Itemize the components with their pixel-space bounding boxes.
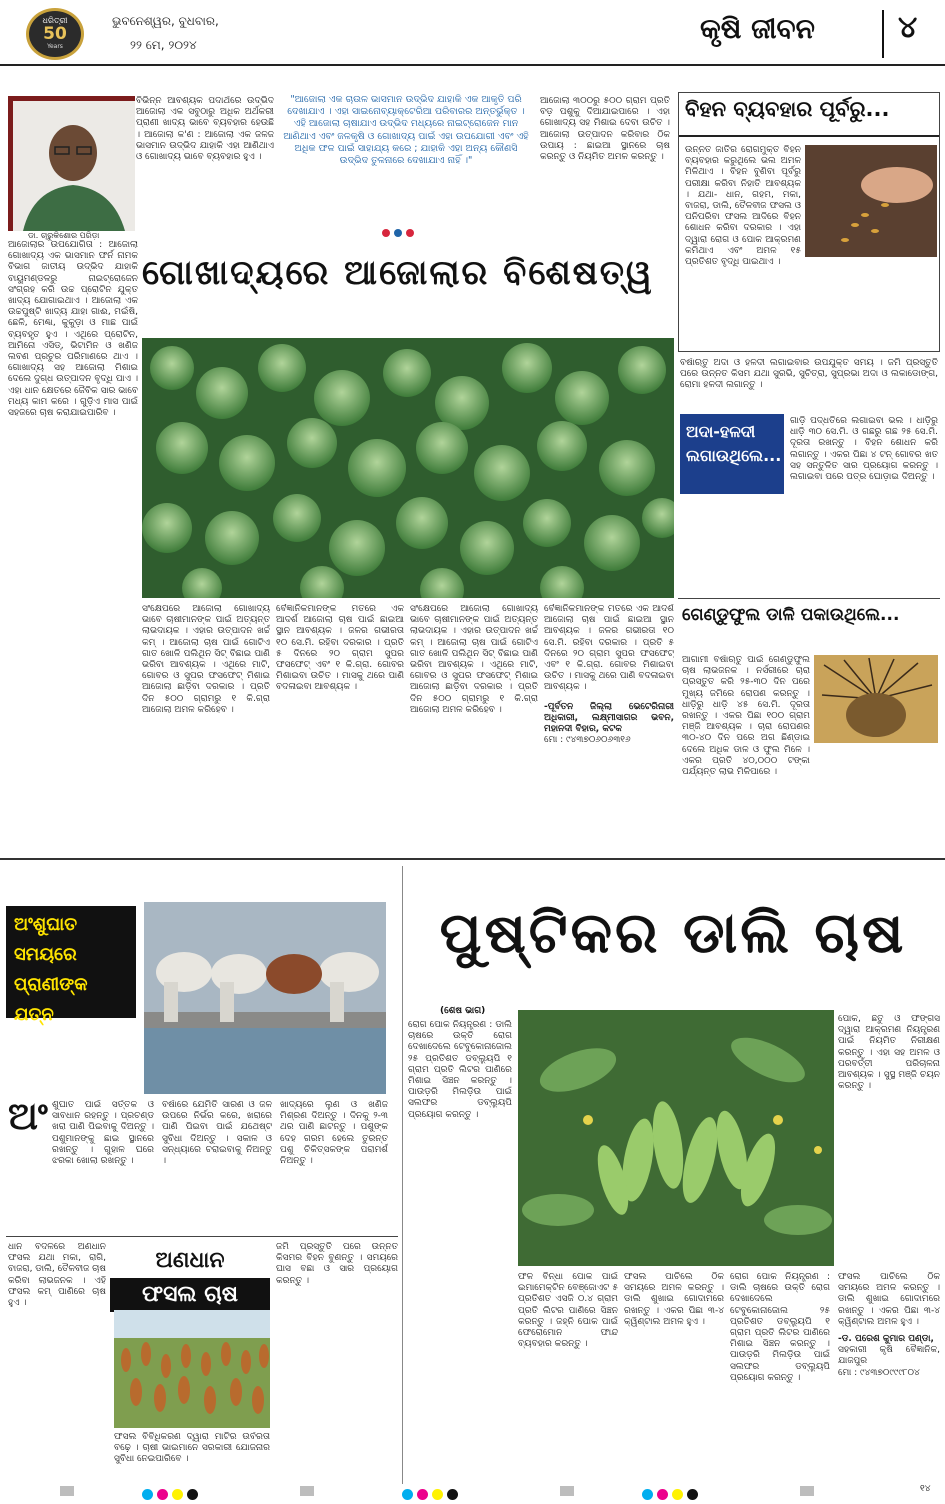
pulses-column-5-text: ଫସଲ ପାଚିଲେ ଠିକ ସମୟରେ ଅମଳ କରନ୍ତୁ । ଡାଲି ଶୁଖାଇ ଗୋଦାମରେ ରଖନ୍ତୁ । ଏକର ପିଛା ୩-୪ କ୍ୱିଣ୍ଟାଲ ଅମଳ ହୁଏ । bbox=[838, 1272, 940, 1327]
masthead bbox=[0, 0, 945, 70]
azolla-column-1: ଆଜୋଲାର ଉପଯୋଗିତା : ଆଜୋଲା ଗୋଖାଦ୍ୟ ଏକ ଭାସମାନ ଫର୍ନ ନାମକ ବିଭାଗ ଜାତୀୟ ଉଦ୍ଭିଦ ଯାହାକି ବାୟୁମଣ୍ଡଳରୁ ନାଇଟ୍ରୋଜେନ ସଂଗ୍ରହ କରି ଉଚ୍ଚ ପ୍ରୋଟିନ ଯୁକ୍ତ ଖାଦ୍ୟ ଯୋଗାଇଥାଏ । ଆଜୋଲା ଏକ ଉଚ୍ଚପୁଷ୍ଟି ଖାଦ୍ୟ ଯାହା ଗାଈ, ମଇଁଷି, ଛେଳି, ମେଣ୍ଢା, କୁକୁଡ଼ା ଓ ମାଛ ପାଇଁ ବ୍ୟବହୃତ ହୁଏ । ଏଥିରେ ପ୍ରୋଟିନ, ଆମିନୋ ଏସିଡ୍, ଭିଟାମିନ ଓ ଖଣିଜ ଲବଣ ପ୍ରଚୁର ପରିମାଣରେ ଥାଏ । ଗୋଖାଦ୍ୟ ସହ ଆଜୋଲା ମିଶାଇ ଦେଲେ ଦୁଗ୍ଧ ଉତ୍ପାଦନ ବୃଦ୍ଧି ପାଏ । ଏହା ଧାନ କ୍ଷେତରେ ଜୈବିକ ସାର ଭାବେ ମଧ୍ୟ କାମ କରେ । ଗୁଡ଼ିଏ ମାସ ପାଇଁ ସହଜରେ ଚାଷ କରାଯାଇପାରିବ । bbox=[8, 240, 138, 419]
heat-headline-box bbox=[6, 906, 136, 1025]
pulses-column-2: ଫଳ ବିନ୍ଧା ପୋକ ପାଇଁ ଇମାମେକ୍ଟିନ ବେଞ୍ଜୋଏଟ ୫ ପ୍ରତିଶତ ଏସଜି ୦.୪ ଗ୍ରାମ ପ୍ରତି ଲିଟର ପାଣିରେ ସିଞ୍ଚନ କରନ୍ତୁ । ଜହ୍ନି ପୋକ ପାଇଁ ଫେରୋମୋନ ଫାନ୍ଦ ବ୍ୟବହାର କରନ୍ତୁ । bbox=[518, 1272, 618, 1350]
azolla-column-5-text: ବୈଜ୍ଞାନିକମାନଙ୍କ ମତରେ ଏକ ଆଦର୍ଶ ଆଜୋଲା ଚାଷ ପାଇଁ ଛାଇଆ ସ୍ଥାନ ଆବଶ୍ୟକ । ଜଳର ଗଭୀରତା ୧୦ ସେ.ମି. ରହିବା ଦରକାର । ପ୍ରତି ୫ ଦିନରେ ୨୦ ଗ୍ରାମ ସୁପର ଫସଫେଟ୍ ଏବଂ ୧ କି.ଗ୍ରା. ଗୋବର ମିଶାଇବା ଉଚିତ । ମାସକୁ ଥରେ ପାଣି ବଦଳାଇବା ଆବଶ୍ୟକ । bbox=[544, 604, 674, 693]
pulses-phone: ମୋ : ୯୪୩୭୦୯୯୯୮୦୪ bbox=[838, 1367, 920, 1378]
pulses-byline-sub: ସହକାରୀ କୃଷି ବୈଜ୍ଞାନିକ, ଯାଜପୁର bbox=[838, 1345, 940, 1367]
masthead-date: ୨୨ ମେ, ୨୦୨୪ bbox=[130, 38, 197, 52]
quote-ornament bbox=[380, 222, 416, 241]
azolla-plant-icon bbox=[142, 338, 674, 598]
cmyk-dots-left bbox=[140, 1485, 200, 1504]
pea-pods-icon bbox=[518, 1010, 834, 1266]
pulses-side-column: ପୋକ, ଛତୁ ଓ ଫଙ୍ଗସ ଦ୍ୱାରା ଆକ୍ରମଣ ନିୟନ୍ତ୍ରଣ ପାଇଁ ନିୟମିତ ନିରୀକ୍ଷଣ କରନ୍ତୁ । ଏହା ସହ ଅମଳ ଓ ପରବର୍ତ୍ତୀ ପରିଚାଳନା ଆବଶ୍ୟକ । ସୁସ୍ଥ ମଞ୍ଜି ଚୟନ କରନ୍ତୁ । bbox=[838, 1014, 940, 1092]
millet-column-3: ଜମି ପ୍ରସ୍ତୁତି ପରେ ଉନ୍ନତ କିସମର ବିହନ ବୁଣନ୍ତୁ । ସମୟରେ ଘାସ ବଛା ଓ ସାର ପ୍ରୟୋଗ କରନ୍ତୁ । bbox=[276, 1242, 398, 1286]
cyan-dot-2 bbox=[402, 1489, 413, 1500]
heat-column-2: ବର୍ଷାରେ ଯେମିତି ସାରଣ ଓ ଜଳ ଉପରେ ନିର୍ଭର କରେ, ଖରାରେ ପାଣି ପିଇବା ପାଇଁ ଯଥେଷ୍ଟ ସୁବିଧା ଦିଅନ୍ତୁ । ସକାଳ ଓ ସନ୍ଧ୍ୟାରେ ଚରାଇବାକୁ ନିଅନ୍ତୁ । bbox=[162, 1100, 272, 1167]
millet-headline-line-1: ଅଣଧାନ bbox=[155, 1248, 225, 1273]
pulses-column-1: ରୋଗ ପୋକ ନିୟନ୍ତ୍ରଣ : ଡାଲି ଚାଷରେ ଉକ୍ତି ରୋଗ ଦେଖାଦେଲେ ଟେବୁକୋନାଜୋଲ ୨୫ ପ୍ରତିଶତ ଡବ୍ଲ୍ୟୁପି ୧ ଗ୍ରାମ ପ୍ରତି ଲିଟର ପାଣିରେ ମିଶାଇ ସିଞ୍ଚନ କରନ୍ତୁ । ପାଉଡ଼ରି ମିଲଡ଼ିଉ ପାଇଁ ସଲଫର ଡବ୍ଲ୍ୟୁପି ପ୍ରୟୋଗ କରନ୍ତୁ । bbox=[408, 1020, 512, 1120]
seeds-box bbox=[678, 92, 940, 352]
azolla-right-column: ଆଜୋଲା ୩୦୦ରୁ ୫୦୦ ଗ୍ରାମ ପ୍ରତି ବଡ଼ ପଶୁକୁ ଦିଆଯାଇପାରେ । ଏହା ଗୋଖାଦ୍ୟ ସହ ମିଶାଇ ଦେବା ଉଚିତ । ଆଜୋଲା ଉତ୍ପାଦନ କରିବାର ଠିକ ଉପାୟ : ଛାଇଆ ସ୍ଥାନରେ ଚାଷ କରନ୍ତୁ ଓ ନିୟମିତ ଅମଳ କରନ୍ତୁ । bbox=[540, 96, 670, 163]
millet-photo bbox=[114, 1310, 270, 1428]
heat-column-1: ଶୁଘାତ ପାଇଁ ସର୍ତ୍ତକ ଓ ସାବଧାନ ରହନ୍ତୁ । ପ୍ରଚଣ୍ଡ ଖରା ପାଣି ପିଇବାକୁ ଦିଅନ୍ତୁ । ପଶୁମାନଙ୍କୁ ଛାଇ ସ୍ଥାନରେ ରଖନ୍ତୁ । ଗୁହାଳ ଘରେ ଝରକା ଖୋଲା ରଖନ୍ତୁ । bbox=[52, 1100, 154, 1167]
pulses-byline: -ଡ. ପରେଶ କୁମାର ପଣ୍ଡା, bbox=[838, 1334, 934, 1345]
magenta-dot-3 bbox=[657, 1489, 668, 1500]
seeds-rule bbox=[679, 135, 939, 137]
marigold-box bbox=[678, 598, 940, 853]
author-photo bbox=[8, 96, 135, 231]
registration-mark-4 bbox=[800, 1486, 814, 1496]
section-title: କୃଷି ଜୀବନ bbox=[700, 12, 815, 45]
seeds-body: ଉନ୍ନତ ଜାତିର ରୋଗମୁକ୍ତ ବିହନ ବ୍ୟବହାର କରୁଥିଲେ ଭଲ ଅମଳ ମିଳିଥାଏ । ବିହନ ବୁଣିବା ପୂର୍ବରୁ ପରୀକ୍ଷା କରିବା ନିହାତି ଆବଶ୍ୟକ । ଯଥା- ଧାନ, ଗହମ, ମକା, ବାଜରା, ଡାଲି, ତୈଳବୀଜ ଫସଲ ଓ ପନିପରିବା ଫସଲ ଆଦିରେ ବିହନ ଶୋଧନ କରିବା ଦରକାର । ଏହା ଦ୍ୱାରା ରୋଗ ଓ ପୋକ ଆକ୍ରମଣ କମିଥାଏ ଏବଂ ଅମଳ ୧୫ ପ୍ରତିଶତ ବୃଦ୍ଧି ପାଇଥାଏ । bbox=[685, 145, 801, 268]
author-portrait-icon bbox=[13, 101, 135, 231]
marigold-photo bbox=[814, 655, 938, 743]
ginger-body: ଗାଡ଼ି ପଦ୍ଧତିରେ ଲଗାଇବା ଭଲ । ଧାଡ଼ିରୁ ଧାଡ଼ି ୩୦ ସେ.ମି. ଓ ଗଛରୁ ଗଛ ୨୫ ସେ.ମି. ଦୂରତା ରଖନ୍ତୁ । ବିହନ ଶୋଧନ କରି ଲଗାନ୍ତୁ । ଏକର ପିଛା ୪ ଟନ୍ ଗୋବର ଖତ ସହ ସନ୍ତୁଳିତ ସାର ପ୍ରୟୋଗ କରନ୍ତୁ । ଲଗାଇବା ପରେ ପତ୍ର ଘୋଡ଼ାଇ ଦିଅନ୍ତୁ । bbox=[790, 416, 938, 483]
section-divider bbox=[882, 10, 884, 58]
pulses-column-3: ଫସଲ ପାଚିଲେ ଠିକ ସମୟରେ ଅମଳ କରନ୍ତୁ । ଡାଲି ଶୁଖାଇ ଗୋଦାମରେ ରଖନ୍ତୁ । ଏକର ପିଛା ୩-୪ କ୍ୱିଣ୍ଟାଲ ଅମଳ ହୁଏ । bbox=[624, 1272, 724, 1327]
azolla-column-4 bbox=[410, 604, 538, 852]
azolla-column-5 bbox=[544, 604, 674, 852]
azolla-column-2: ସଂକ୍ଷେପରେ ଆଜୋଲା ଗୋଖାଦ୍ୟ ଭାବେ ଚାଷୀମାନଙ୍କ ପାଇଁ ଅତ୍ୟନ୍ତ ଲାଭଦାୟକ । ଏହାର ଉତ୍ପାଦନ ଖର୍ଚ୍ଚ କମ୍ । ଆଜୋଲା ଚାଷ ପାଇଁ ଗୋଟିଏ ଗାତ ଖୋଳି ପଲିଥିନ ସିଟ୍ ବିଛାଇ ପାଣି ଭରିବା ଆବଶ୍ୟକ । ଏଥିରେ ମାଟି, ଗୋବର ଓ ସୁପର ଫସଫେଟ୍ ମିଶାଇ ଆଜୋଲା ଛାଡ଼ିବା ଦରକାର । ପ୍ରତି ଦିନ ୫୦୦ ଗ୍ରାମରୁ ୧ କି.ଗ୍ରା ଆଜୋଲା ଅମଳ କରିହେବ । bbox=[142, 604, 270, 715]
pulses-photo bbox=[518, 1010, 834, 1266]
cmyk-dots-right bbox=[640, 1485, 700, 1504]
seeds-photo bbox=[805, 145, 937, 257]
registration-mark-1 bbox=[60, 1486, 74, 1496]
millet-top-rule bbox=[6, 1236, 398, 1237]
registration-mark-3 bbox=[560, 1486, 574, 1496]
azolla-phone: ମୋ : ୯୪୩୭୦୬୦୬୩୧୬ bbox=[544, 735, 631, 746]
ginger-intro: ବର୍ଷାଋତୁ ଅଦା ଓ ହଳଦୀ ଲଗାଇବାର ଉପଯୁକ୍ତ ସମୟ । ଜମି ପ୍ରସ୍ତୁତି ପରେ ଉନ୍ନତ କିସମ ଯଥା ସୁରଭି, ସୁଚିତ୍ରା, ସୁପ୍ରଭା ଅଦା ଓ ଲକାଡୋଙ୍ଗ, ରୋମା ହଳଦୀ ଲଗାନ୍ତୁ । bbox=[680, 358, 938, 391]
ornament-dot-blue bbox=[394, 229, 402, 237]
marigold-body: ଆଗାମୀ ବର୍ଷାଋତୁ ପାଇଁ ଗେଣ୍ଡୁଫୁଲ ଚାଷ ଲାଭଜନକ । ନର୍ସରୀରେ ଚାରା ପ୍ରସ୍ତୁତ କରି ୨୫-୩୦ ଦିନ ପରେ ମୁଖ୍ୟ ଜମିରେ ରୋପଣ କରନ୍ତୁ । ଧାଡ଼ିରୁ ଧାଡ଼ି ୪୫ ସେ.ମି. ଦୂରତା ରଖନ୍ତୁ । ଏକର ପିଛା ୧୦୦ ଗ୍ରାମ ମଞ୍ଜି ଆବଶ୍ୟକ । ଚାରା ରୋପଣର ୩୦-୪୦ ଦିନ ପରେ ଅଗ ଛିଣ୍ଡାଇ ଦେଲେ ଅଧିକ ଡାଳ ଓ ଫୁଲ ମିଳେ । ଏକର ପ୍ରତି ୪୦,୦୦୦ ଟଙ୍କା ପର୍ଯ୍ୟନ୍ତ ଲାଭ ମିଳିପାରେ । bbox=[682, 655, 810, 778]
masthead-city-day: ଭୁବନେଶ୍ୱର, ବୁଧବାର, bbox=[112, 14, 219, 28]
heat-headline-line-2: ସମୟରେ bbox=[14, 944, 77, 965]
black-dot-2 bbox=[447, 1489, 458, 1500]
marigold-headline: ଗେଣ୍ଡୁଫୁଲ ଡାଳି ପକାଉଥିଲେ... bbox=[682, 605, 900, 625]
azolla-byline: -ପୂର୍ବତନ ଜିଲ୍ଲା ଭେଟେରିନାରୀ ଅଧିକାରୀ, ଲକ୍ଷ୍ମୀସାଗର ଭବନ, ମହାନଦୀ ବିହାର, କଟକ bbox=[544, 701, 674, 735]
logo-sub: Years bbox=[47, 43, 63, 50]
marigold-seed-icon bbox=[814, 655, 938, 743]
cyan-dot bbox=[142, 1489, 153, 1500]
heat-dropcap: ଅଂ bbox=[8, 1094, 48, 1138]
pulses-headline: ପୁଷ୍ଟିକର ଡାଲି ଚାଷ bbox=[439, 901, 907, 966]
azolla-quote: "ଆଜୋଲା ଏକ ଚାଉଳ ଭାସମାନ ଉଦ୍ଭିଦ ଯାହାକି ଏକ ଆକୃତି ପରି ଦେଖାଯାଏ । ଏହା ସାଇନୋବ୍ୟାକ୍ଟେରିଆ ପରିବାରର ଅନ୍ତର୍ଭୁକ୍ତ । ଏହି ଆଜୋଲା ଚାଷାଯାଏ ଉଦ୍ଭିଦ ମଧ୍ୟରେ ନାଇଟ୍ରୋଜେନ ମାନ ଆଣିଥାଏ ଏବଂ ଜଳକୃଷି ଓ ଗୋଖାଦ୍ୟ ପାଇଁ ଏହା ଉପଯୋଗୀ ଏବଂ ଏହି ଅଧିକ ଫଳ ପାଇଁ ସାହାଯ୍ୟ କରେ ; ଯାହାକି ଏହା ଅନ୍ୟ କୌଣସି ଉଦ୍ଭିଦ ତୁଳନାରେ ଦେଖାଯାଏ ନାହିଁ ।" bbox=[283, 94, 529, 167]
ginger-headline-box bbox=[680, 414, 784, 494]
magenta-dot-2 bbox=[417, 1489, 428, 1500]
ginger-headline: ଅଦା-ହଳଦୀ ଲଗାଉଥିଲେ... bbox=[686, 422, 782, 465]
azolla-column-4-text: ସଂକ୍ଷେପରେ ଆଜୋଲା ଗୋଖାଦ୍ୟ ଭାବେ ଚାଷୀମାନଙ୍କ ପାଇଁ ଅତ୍ୟନ୍ତ ଲାଭଦାୟକ । ଏହାର ଉତ୍ପାଦନ ଖର୍ଚ୍ଚ କମ୍ । ଆଜୋଲା ଚାଷ ପାଇଁ ଗୋଟିଏ ଗାତ ଖୋଳି ପଲିଥିନ ସିଟ୍ ବିଛାଇ ପାଣି ଭରିବା ଆବଶ୍ୟକ । ଏଥିରେ ମାଟି, ଗୋବର ଓ ସୁପର ଫସଫେଟ୍ ମିଶାଇ ଆଜୋଲା ଛାଡ଼ିବା ଦରକାର । ପ୍ରତି ଦିନ ୫୦୦ ଗ୍ରାମରୁ ୧ କି.ଗ୍ରା ଆଜୋଲା ଅମଳ କରିହେବ । bbox=[410, 604, 538, 715]
cattle-photo bbox=[144, 902, 386, 1094]
azolla-headline: ଗୋଖାଦ୍ୟରେ ଆଜୋଲାର ବିଶେଷତ୍ୱ bbox=[142, 253, 654, 293]
pulses-column-4: ରୋଗ ପୋକ ନିୟନ୍ତ୍ରଣ : ଡାଲି ଚାଷରେ ଉକ୍ତି ରୋଗ ଦେଖାଦେଲେ ଟେବୁକୋନାଜୋଲ ୨୫ ପ୍ରତିଶତ ଡବ୍ଲ୍ୟୁପି ୧ ଗ୍ରାମ ପ୍ରତି ଲିଟର ପାଣିରେ ମିଶାଇ ସିଞ୍ଚନ କରନ୍ତୁ । ପାଉଡ଼ରି ମିଲଡ଼ିଉ ପାଇଁ ସଲଫର ଡବ୍ଲ୍ୟୁପି ପ୍ରୟୋଗ କରନ୍ତୁ । bbox=[730, 1272, 830, 1383]
yellow-dot-2 bbox=[432, 1489, 443, 1500]
logo-text: ଧରିତ୍ରୀ bbox=[42, 16, 68, 25]
millet-field-icon bbox=[114, 1310, 270, 1428]
footer-page-marker: ୧୪ bbox=[920, 1484, 931, 1494]
author-caption: ଡା. ଚାରୁକିଶୋର ପରିଡ଼ା bbox=[28, 231, 100, 240]
azolla-intro-column: ବିଭିନ୍ନ ଆବଶ୍ୟକ ପଦାର୍ଥରେ ଉଦ୍ଭିଦ ଆଜୋଲା ଏକ ସବୁଠାରୁ ଅଧିକ ଅର୍ଥକରୀ ପ୍ରାଣୀ ଖାଦ୍ୟ ଭାବେ ବ୍ୟବହାର ହେଉଛି । ଆଜୋଲା କ'ଣ : ଆଜୋଲା ଏକ ଜଳଜ ଭାସମାନ ଉଦ୍ଭିଦ ଯାହାକି ଏହା ଆଣିଥାଏ ଓ ଗୋଖାଦ୍ୟ ଭାବେ ବ୍ୟବହାର ହୁଏ । bbox=[136, 96, 274, 163]
millet-column-1: ଧାନ ବଦଳରେ ଅଣଧାନ ଫସଲ ଯଥା ମକା, ରାଗି, ବାଜରା, ଡାଲି, ତୈଳବୀଜ ଚାଷ କରିବା ଲାଭଜନକ । ଏହି ଫସଲ କମ୍ ପାଣିରେ ଚାଷ ହୁଏ । bbox=[8, 1242, 106, 1309]
masthead-rule bbox=[0, 64, 945, 66]
cmyk-dots-middle bbox=[400, 1485, 460, 1504]
azolla-column-3: ବୈଜ୍ଞାନିକମାନଙ୍କ ମତରେ ଏକ ଆଦର୍ଶ ଆଜୋଲା ଚାଷ ପାଇଁ ଛାଇଆ ସ୍ଥାନ ଆବଶ୍ୟକ । ଜଳର ଗଭୀରତା ୧୦ ସେ.ମି. ରହିବା ଦରକାର । ପ୍ରତି ୫ ଦିନରେ ୨୦ ଗ୍ରାମ ସୁପର ଫସଫେଟ୍ ଏବଂ ୧ କି.ଗ୍ରା. ଗୋବର ମିଶାଇବା ଉଚିତ । ମାସକୁ ଥରେ ପାଣି ବଦଳାଇବା ଆବଶ୍ୟକ । bbox=[276, 604, 404, 693]
registration-mark-2 bbox=[300, 1486, 314, 1496]
cattle-drinking-icon bbox=[144, 902, 386, 1094]
millet-column-2: ଫସଲ ବିବିଧିକରଣ ଦ୍ୱାରା ମାଟିର ଉର୍ବରତା ବଢ଼େ । ଚାଷୀ ଭାଇମାନେ ସରକାରୀ ଯୋଜନାର ସୁବିଧା ନେଇପାରିବେ । bbox=[114, 1432, 270, 1465]
azolla-photo bbox=[142, 338, 674, 598]
millet-headline-line-2: ଫସଲ ଚାଷ bbox=[110, 1278, 270, 1312]
yellow-dot bbox=[172, 1489, 183, 1500]
page-number: ୪ bbox=[898, 10, 918, 45]
logo-badge bbox=[26, 8, 84, 60]
ornament-dot-red-2 bbox=[406, 229, 414, 237]
pulses-left-rule bbox=[402, 866, 403, 1484]
heat-column-3: ଖାଦ୍ୟରେ ଲୁଣ ଓ ଖଣିଜ ମିଶ୍ରଣ ଦିଅନ୍ତୁ । ଦିନକୁ ୨-୩ ଥର ପାଣି ଛାଟନ୍ତୁ । ପଶୁଙ୍କ ଦେହ ଗରମ ହେଲେ ତୁରନ୍ତ ପଶୁ ଚିକିତ୍ସକଙ୍କ ପରାମର୍ଶ ନିଅନ୍ତୁ । bbox=[280, 1100, 388, 1167]
ornament-dot-red bbox=[382, 229, 390, 237]
seeds-headline: ବିହନ ବ୍ୟବହାର ପୂର୍ବରୁ... bbox=[685, 97, 890, 121]
footer-bar bbox=[0, 1484, 945, 1497]
black-dot bbox=[187, 1489, 198, 1500]
logo-years: 50 bbox=[43, 24, 67, 44]
cyan-dot-3 bbox=[642, 1489, 653, 1500]
magenta-dot bbox=[157, 1489, 168, 1500]
yellow-dot-3 bbox=[672, 1489, 683, 1500]
seed-hands-icon bbox=[805, 145, 937, 257]
section-divider-rule bbox=[0, 858, 945, 860]
black-dot-3 bbox=[687, 1489, 698, 1500]
heat-headline-line-1: ଅଂଶୁଘାତ bbox=[14, 914, 78, 935]
pulses-column-5 bbox=[838, 1272, 940, 1480]
heat-headline-line-3: ପ୍ରାଣୀଙ୍କ ଯତ୍ନ bbox=[14, 974, 88, 1025]
pulses-continued: (ଶେଷ ଭାଗ) bbox=[440, 1006, 486, 1016]
